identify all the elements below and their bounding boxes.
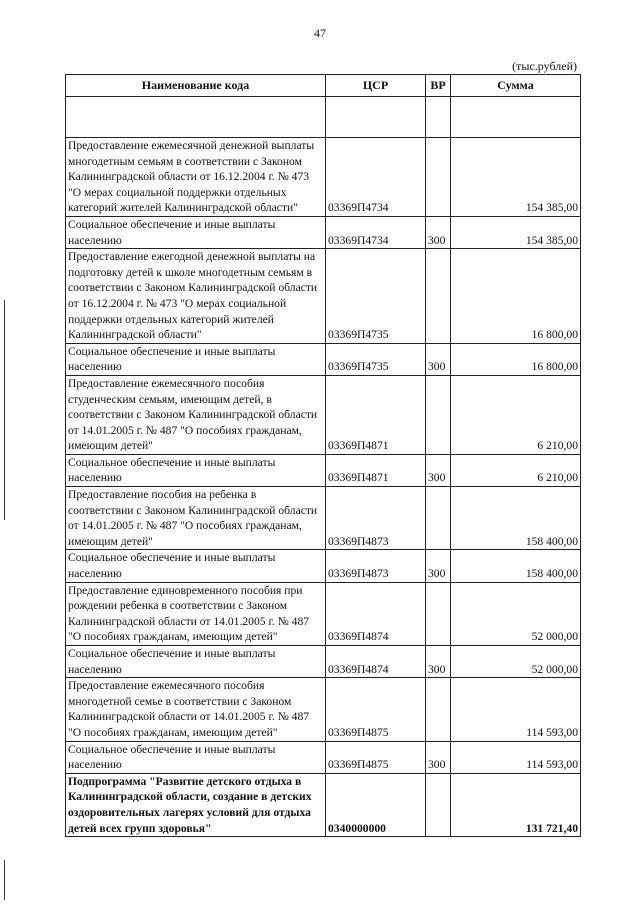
name-cell: Предоставление ежегодной денежной выплаты на подготовку детей к школе многодетным семьям в соответствии с Законом Калининградской области от 16.12.2004 г. № 473 "О мерах социальной поддержки отдельных категорий жителей Калининградской области" — [66, 249, 326, 344]
vr-cell — [426, 375, 451, 454]
csr-cell: 0340000000 — [326, 773, 426, 836]
header-name: Наименование кода — [66, 75, 326, 97]
name-cell: Предоставление ежемесячной денежной выплаты многодетным семьям в соответствии с Законом Калининградской области от 16.12.2004 г. № 473 "О мерах социальной поддержки отдельных категорий жителей Калининградской области" — [66, 138, 326, 217]
header-vr: ВР — [426, 75, 451, 97]
sum-cell: 158 400,00 — [451, 550, 581, 582]
table-row — [66, 216, 581, 248]
vr-cell — [426, 249, 451, 344]
csr-cell: 03369П4734 — [326, 138, 426, 217]
vr-cell: 300 — [426, 741, 451, 773]
name-cell: Социальное обеспечение и иные выплаты населению — [66, 550, 326, 582]
csr-cell: 03369П4735 — [326, 249, 426, 344]
name-cell: Предоставление единовременного пособия при рождении ребенка в соответствии с Законом Калининградской области от 14.01.2005 г. № 487 "О пособиях гражданам, имеющим детей" — [66, 582, 326, 645]
table-row — [66, 487, 581, 550]
table-row — [66, 741, 581, 773]
sum-cell: 131 721,40 — [451, 773, 581, 836]
vr-cell: 300 — [426, 216, 451, 248]
table-header-row — [66, 75, 581, 97]
table-row — [66, 678, 581, 741]
sum-cell: 52 000,00 — [451, 582, 581, 645]
name-cell: Социальное обеспечение и иные выплаты населению — [66, 343, 326, 375]
name-cell: Социальное обеспечение и иные выплаты населению — [66, 454, 326, 486]
table-row — [66, 375, 581, 454]
name-cell: Предоставление пособия на ребенка в соответствии с Законом Калининградской области от 14.01.2005 г. № 487 "О пособиях гражданам, имеющим детей" — [66, 487, 326, 550]
sum-cell: 6 210,00 — [451, 375, 581, 454]
table-row — [66, 773, 581, 836]
page-number: 47 — [314, 26, 326, 40]
name-cell: Подпрограмма "Развитие детского отдыха в Калининградской области, создание в детских оздоровительных лагерях условий для отдыха детей всех групп здоровья" — [66, 773, 326, 836]
sum-cell: 16 800,00 — [451, 343, 581, 375]
sum-cell: 158 400,00 — [451, 487, 581, 550]
name-cell: Предоставление ежемесячного пособия многодетной семье в соответствии с Законом Калининградской области от 14.01.2005 г. № 487 "О пособиях гражданам, имеющим детей" — [66, 678, 326, 741]
csr-cell: 03369П4873 — [326, 550, 426, 582]
csr-cell: 03369П4875 — [326, 741, 426, 773]
sum-cell: 6 210,00 — [451, 454, 581, 486]
sum-cell: 114 593,00 — [451, 741, 581, 773]
table-row — [66, 343, 581, 375]
table-row — [66, 582, 581, 645]
spacer-cell — [426, 97, 451, 138]
scan-edge-mark — [4, 860, 5, 900]
vr-cell — [426, 138, 451, 217]
scan-edge-mark — [4, 300, 5, 520]
spacer-cell — [66, 97, 326, 138]
spacer-cell — [326, 97, 426, 138]
csr-cell: 03369П4873 — [326, 487, 426, 550]
name-cell: Предоставление ежемесячного пособия студенческим семьям, имеющим детей, в соответствии с Законом Калининградской области от 14.01.2005 г. № 487 "О пособиях гражданам, имеющим детей" — [66, 375, 326, 454]
csr-cell: 03369П4871 — [326, 454, 426, 486]
table-row — [66, 249, 581, 344]
vr-cell — [426, 773, 451, 836]
sum-cell: 52 000,00 — [451, 646, 581, 678]
sum-cell: 154 385,00 — [451, 138, 581, 217]
vr-cell: 300 — [426, 646, 451, 678]
table-row — [66, 138, 581, 217]
name-cell: Социальное обеспечение и иные выплаты населению — [66, 216, 326, 248]
table-row — [66, 646, 581, 678]
name-cell: Социальное обеспечение и иные выплаты населению — [66, 646, 326, 678]
vr-cell: 300 — [426, 454, 451, 486]
spacer-cell — [451, 97, 581, 138]
table-body — [66, 97, 581, 837]
csr-cell: 03369П4871 — [326, 375, 426, 454]
table-row — [66, 454, 581, 486]
vr-cell — [426, 678, 451, 741]
vr-cell: 300 — [426, 343, 451, 375]
vr-cell: 300 — [426, 550, 451, 582]
vr-cell — [426, 487, 451, 550]
csr-cell: 03369П4874 — [326, 646, 426, 678]
sum-cell: 16 800,00 — [451, 249, 581, 344]
table-row — [66, 550, 581, 582]
units-label: (тыс.рублей) — [512, 59, 577, 73]
vr-cell — [426, 582, 451, 645]
header-sum: Сумма — [451, 75, 581, 97]
sum-cell: 154 385,00 — [451, 216, 581, 248]
header-csr: ЦСР — [326, 75, 426, 97]
budget-table — [65, 74, 581, 837]
csr-cell: 03369П4735 — [326, 343, 426, 375]
csr-cell: 03369П4875 — [326, 678, 426, 741]
csr-cell: 03369П4734 — [326, 216, 426, 248]
name-cell: Социальное обеспечение и иные выплаты населению — [66, 741, 326, 773]
table-spacer-row — [66, 97, 581, 138]
sum-cell: 114 593,00 — [451, 678, 581, 741]
csr-cell: 03369П4874 — [326, 582, 426, 645]
